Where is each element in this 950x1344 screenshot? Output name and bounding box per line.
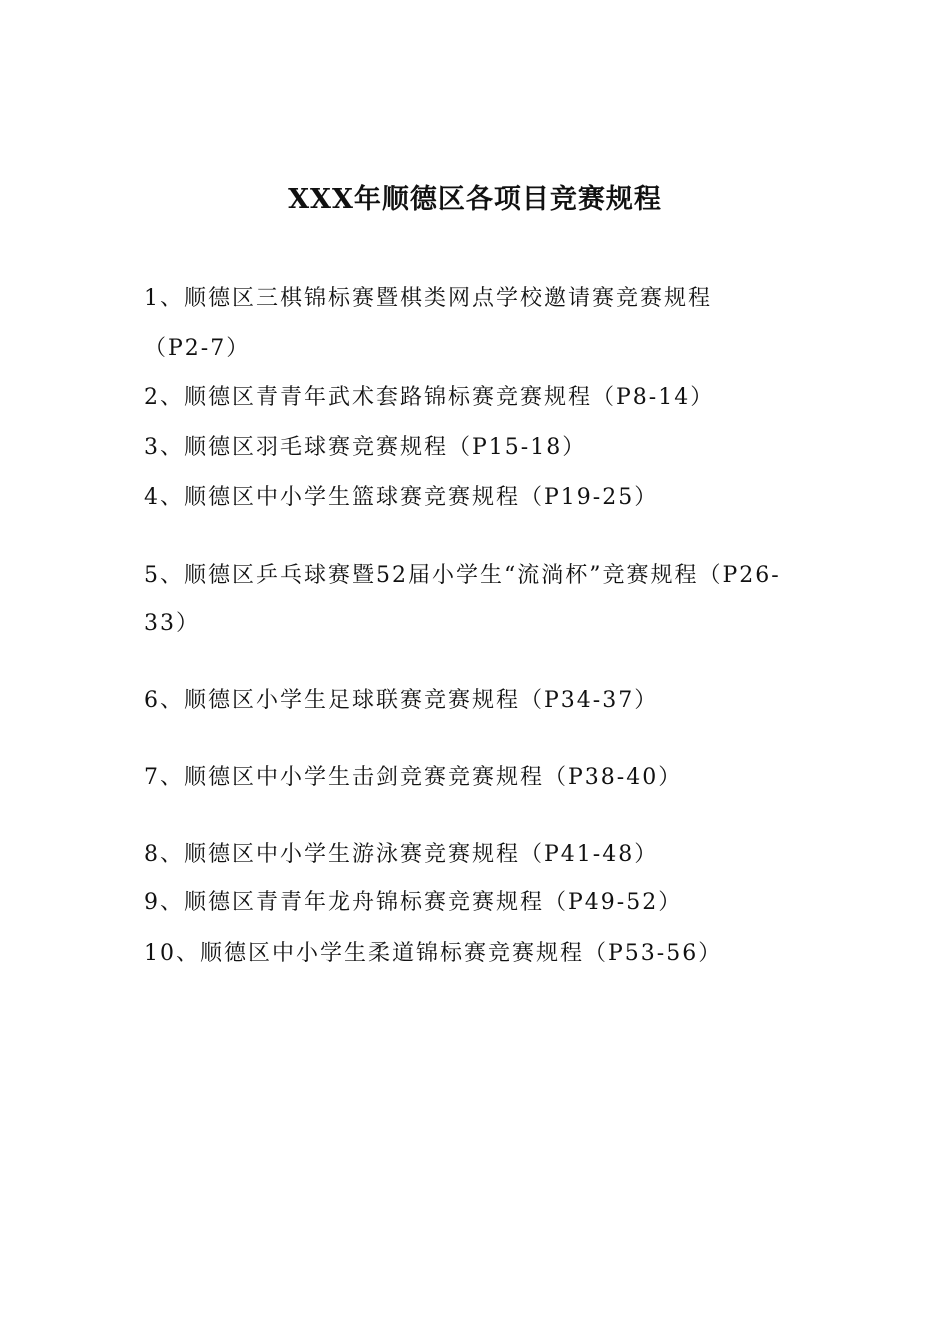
toc-item-8: 8、顺德区中小学生游泳赛竞赛规程（P41-48） [144,842,659,867]
toc-item-1: 1、顺德区三棋锦标赛暨棋类网点学校邀请赛竞赛规程 [144,286,712,311]
page-title: XXX年顺德区各项目竞赛规程 [288,184,662,215]
toc-item-5: 5、顺德区乒乓球赛暨52届小学生“流淌杯”竞赛规程（P26- [144,563,781,588]
toc-item-1-continuation: （P2-7） [144,336,251,361]
toc-item-3: 3、顺德区羽毛球赛竞赛规程（P15-18） [144,435,587,460]
toc-item-2: 2、顺德区青青年武术套路锦标赛竞赛规程（P8-14） [144,385,715,410]
toc-item-5-continuation: 33） [144,611,200,636]
toc-item-10: 10、顺德区中小学生柔道锦标赛竞赛规程（P53-56） [144,941,723,966]
toc-item-4: 4、顺德区中小学生篮球赛竞赛规程（P19-25） [144,485,659,510]
toc-item-9: 9、顺德区青青年龙舟锦标赛竞赛规程（P49-52） [144,890,683,915]
toc-item-6: 6、顺德区小学生足球联赛竞赛规程（P34-37） [144,688,659,713]
toc-item-7: 7、顺德区中小学生击剑竞赛竞赛规程（P38-40） [144,765,683,790]
